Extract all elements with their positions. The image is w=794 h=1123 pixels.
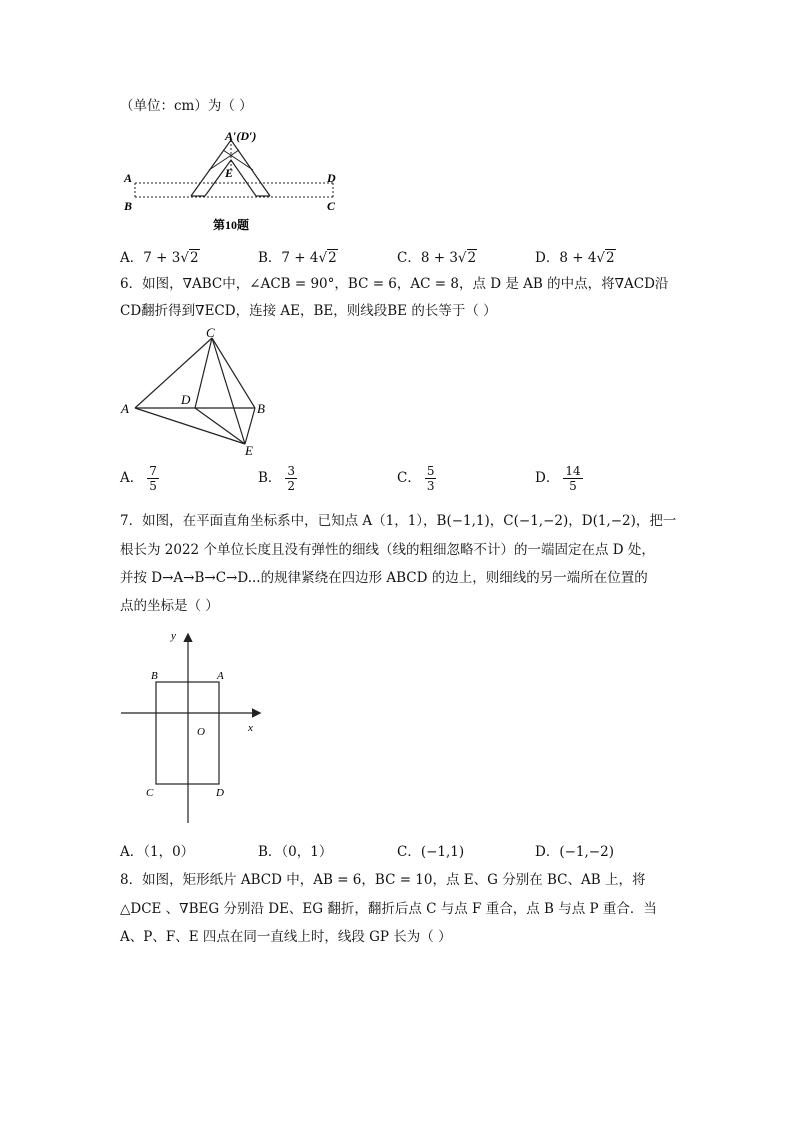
q5-unit-line: （单位：cm）为（ ） [120, 98, 253, 114]
q6-figure [115, 325, 280, 460]
q7-stem-line4: 点的坐标是（ ） [120, 598, 219, 614]
q6-segment-cd [195, 338, 212, 408]
q7-option-a[interactable]: A．（1，0） [120, 844, 195, 860]
q6-segment-cb [212, 338, 255, 408]
q5-label-e: E [225, 166, 234, 180]
q6-segment-de [195, 408, 245, 444]
q5-label-a: A [124, 171, 133, 185]
q6-label-e: E [245, 443, 253, 458]
q8-stem-line2: △DCE 、∇BEG 分别沿 DE、EG 翻折，翻折后点 C 与点 F 重合，点 B 与点 P 重合．当 [120, 901, 657, 917]
q5-figure [115, 122, 355, 234]
q5-label-b: B [124, 199, 133, 213]
q6-option-c[interactable]: C． $\frac{5}{3}$ [397, 464, 435, 493]
q6-label-a: A [121, 401, 129, 416]
q7-figure [115, 625, 275, 830]
q6-stem-line2: CD翻折得到∇ECD，连接 AE，BE，则线段BE 的长等于（ ） [120, 303, 497, 319]
q6-option-b[interactable]: B． $\frac{3}{2}$ [258, 464, 296, 493]
q7-label-o: O [197, 726, 205, 738]
q5-option-d[interactable]: D．8 + 4√2 [535, 250, 615, 266]
q7-label-b: B [151, 670, 158, 682]
q5-label-c: C [327, 199, 336, 213]
q6-stem-line1: 6．如图，∇ABC中，∠ACB = 90°，BC = 6，AC = 8，点 D 是 AB 的中点，将∇ACD沿 [120, 276, 669, 292]
q6-label-d: D [181, 392, 191, 407]
q5-label-d: D [327, 171, 336, 185]
q6-label-c: C [206, 325, 215, 340]
q6-segment-ae [135, 408, 245, 444]
q7-stem-line1: 7．如图，在平面直角坐标系中，已知点 A（1，1），B(−1,1)，C(−1,−2)，D(1,−2)，把一 [120, 513, 677, 529]
q7-stem-line3: 并按 D→A→B→C→D...的规律紧绕在四边形 ABCD 的边上，则细线的另一端所在位置的 [120, 570, 648, 586]
q7-label-y: y [171, 630, 176, 642]
q7-option-b[interactable]: B．（0，1） [258, 844, 333, 860]
q6-segment-be [245, 408, 255, 444]
q5-option-b[interactable]: B．7 + 4√2 [258, 250, 337, 266]
q6-segment-ac [135, 338, 212, 408]
q7-option-d[interactable]: D．(−1,−2) [535, 844, 614, 860]
q7-label-c: C [146, 787, 154, 799]
q8-stem-line3: A、P、F、E 四点在同一直线上时，线段 GP 长为（ ） [120, 929, 452, 945]
q5-caption: 第10题 [213, 218, 250, 232]
q5-label-apex: A′(D′) [225, 129, 257, 143]
q6-option-a[interactable]: A． $\frac{7}{5}$ [120, 464, 157, 493]
q5-option-c[interactable]: C．8 + 3√2 [397, 250, 477, 266]
q7-stem-line2: 根长为 2022 个单位长度且没有弹性的细线（线的粗细忽略不计）的一端固定在点 D 处， [120, 542, 655, 558]
q6-option-d[interactable]: D． $\frac{14}{5}$ [535, 464, 581, 493]
q7-label-a: A [217, 670, 224, 682]
q6-label-b: B [257, 401, 265, 416]
q7-label-d: D [216, 787, 224, 799]
q5-fold-left [209, 150, 239, 170]
q8-stem-line1: 8．如图，矩形纸片 ABCD 中，AB = 6，BC = 10，点 E、G 分别在 BC、AB 上，将 [120, 872, 646, 888]
q5-option-a[interactable]: A．7 + 3√2 [120, 250, 199, 266]
q6-segment-ce [212, 338, 245, 444]
q7-option-c[interactable]: C．(−1,1) [397, 844, 465, 860]
q7-label-x: x [248, 722, 253, 734]
